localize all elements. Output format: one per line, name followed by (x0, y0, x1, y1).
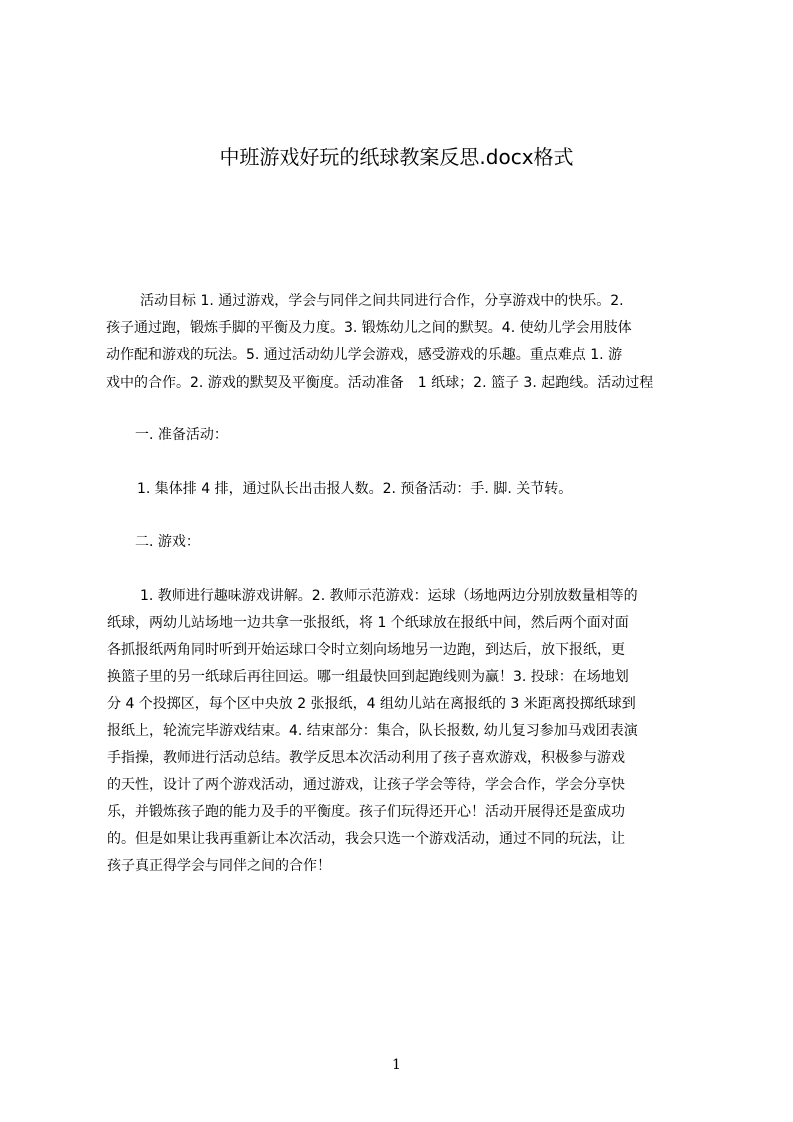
paragraph-3-line-3: 各抓报纸两角同时听到开始运球口令时立刻向场地另一边跑，到达后，放下报纸，更 (107, 642, 625, 658)
paragraph-3-line-5: 分 4 个投掷区，每个区中央放 2 张报纸，4 组幼儿站在离报纸的 3 米距离投掷纸球到 (107, 696, 636, 712)
paragraph-3-line-7: 手指操，教师进行活动总结。教学反思本次活动利用了孩子喜欢游戏，积极参与游戏 (107, 750, 625, 766)
paragraph-3-line-2: 纸球，两幼儿站场地一边共拿一张报纸，将 1 个纸球放在报纸中间，然后两个面对面 (107, 615, 629, 631)
paragraph-1-line-3: 动作配和游戏的玩法。5. 通过活动幼儿学会游戏，感受游戏的乐趣。重点难点 1. 游 (106, 347, 623, 363)
paragraph-2: 1. 集体排 4 排，通过队长出击报人数。2. 预备活动：手. 脚. 关节转。 (137, 481, 573, 497)
paragraph-1-line-4: 戏中的合作。2. 游戏的默契及平衡度。活动准备 1 纸球；2. 篮子 3. 起跑线。活动过程 (106, 375, 654, 391)
page-number: 1 (392, 1057, 401, 1073)
section-heading-preparation: 一. 准备活动： (135, 427, 228, 443)
paragraph-3-line-7-wrap (107, 748, 698, 770)
paragraph-1-line-2: 孩子通过跑，锻炼手脚的平衡及力度。3. 锻炼幼儿之间的默契。4. 使幼儿学会用肢体 (106, 320, 632, 336)
section-heading-game: 二. 游戏： (135, 534, 200, 550)
paragraph-3-line-3-wrap (107, 640, 698, 662)
paragraph-3-line-6: 报纸上，轮流完毕游戏结束。4. 结束部分：集合，队长报数, 幼儿复习参加马戏团表演 (107, 723, 638, 739)
paragraph-1-line-1: 活动目标 1. 通过游戏，学会与同伴之间共同进行合作，分享游戏中的快乐。2. (140, 293, 624, 309)
paragraph-3-line-5-wrap (107, 694, 698, 716)
paragraph-3-line-6-wrap (107, 721, 698, 743)
document-title: 中班游戏好玩的纸球教案反思.docx格式 (219, 145, 574, 169)
paragraph-3-line-8-wrap (107, 775, 698, 797)
paragraph-3-line-8: 的天性，设计了两个游戏活动，通过游戏，让孩子学会等待，学会合作，学会分享快 (107, 777, 625, 793)
paragraph-3-line-1-wrap (140, 586, 698, 608)
paragraph-3-line-10-wrap (107, 829, 698, 851)
paragraph-3-line-10: 的。但是如果让我再重新让本次活动，我会只选一个游戏活动，通过不同的玩法，让 (107, 831, 625, 847)
paragraph-3-line-1: 1. 教师进行趣味游戏讲解。2. 教师示范游戏：运球（场地两边分别放数量相等的 (140, 588, 638, 604)
paragraph-3-line-11: 孩子真正得学会与同伴之间的合作！ (107, 858, 331, 874)
paragraph-3-line-2-wrap (107, 613, 698, 635)
paragraph-3-line-9-wrap (107, 802, 698, 824)
paragraph-3-line-11-wrap (107, 856, 698, 878)
paragraph-3-line-4-wrap (107, 667, 698, 689)
paragraph-3-line-9: 乐，并锻炼孩子跑的能力及手的平衡度。孩子们玩得还开心！活动开展得还是蛮成功 (107, 804, 625, 820)
paragraph-3-line-4: 换篮子里的另一纸球后再往回运。哪一组最快回到起跑线则为赢！3. 投球：在场地划 (107, 669, 629, 685)
